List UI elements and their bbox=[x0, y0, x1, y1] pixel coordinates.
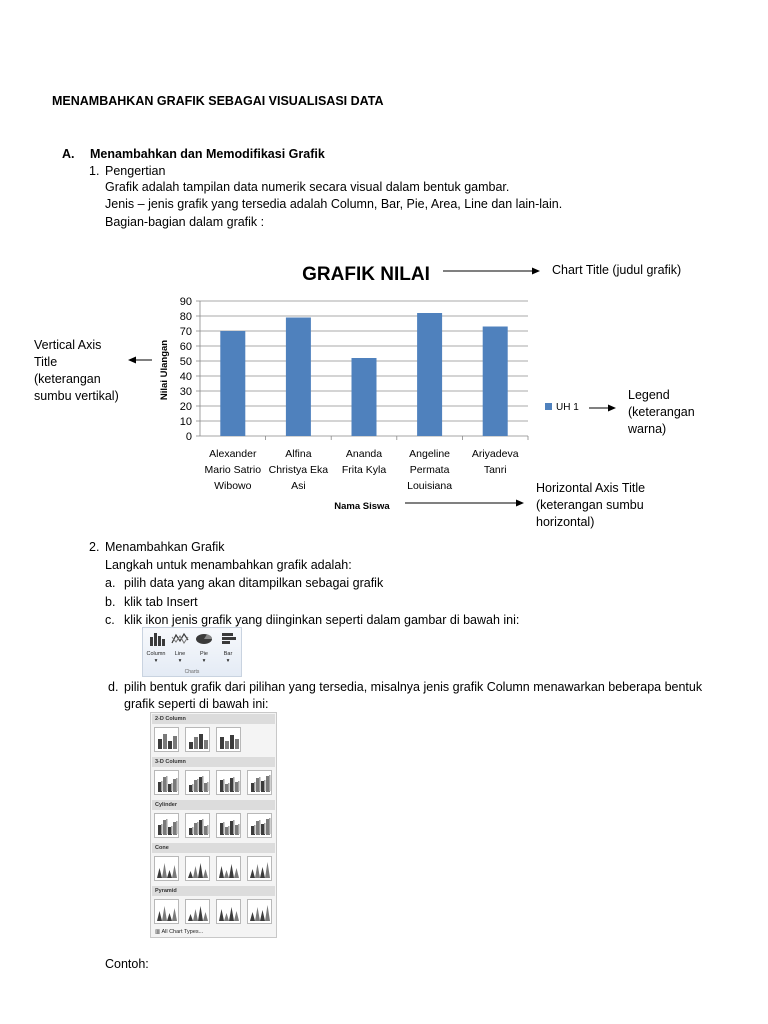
chart-bars bbox=[220, 313, 507, 436]
y-tick-label: 40 bbox=[179, 371, 192, 383]
chart-title: GRAFIK NILAI bbox=[302, 264, 430, 285]
y-tick-label: 50 bbox=[179, 356, 192, 368]
x-axis-title: Nama Siswa bbox=[334, 501, 390, 512]
chart-subtype-button[interactable] bbox=[247, 770, 272, 795]
annotation-horizontal-axis-line: horizontal) bbox=[536, 515, 595, 529]
x-tick-label: Asi bbox=[291, 480, 306, 492]
x-tick-label: Tanri bbox=[483, 464, 507, 476]
item1-line-2: Jenis – jenis grafik yang tersedia adalah Column, Bar, Pie, Area, Line dan lain-lain. bbox=[105, 197, 563, 211]
chart-subtype-button[interactable] bbox=[216, 899, 241, 924]
item1-line-3: Bagian-bagian dalam grafik : bbox=[105, 215, 265, 229]
gallery-section-header: Cone bbox=[152, 843, 275, 853]
annotation-vertical-axis bbox=[34, 337, 119, 405]
contoh-label: Contoh: bbox=[105, 957, 149, 971]
line-chart-icon bbox=[170, 631, 190, 646]
chart-subtype-button[interactable] bbox=[154, 856, 179, 881]
all-chart-types-label: All Chart Types... bbox=[161, 929, 204, 935]
chart-subtype-icon bbox=[186, 814, 209, 837]
chart-subtype-button[interactable] bbox=[247, 856, 272, 881]
chart-subtype-button[interactable] bbox=[247, 813, 272, 838]
y-tick-label: 10 bbox=[179, 416, 192, 428]
y-axis-ticks bbox=[180, 296, 192, 443]
all-chart-types-link[interactable] bbox=[155, 929, 203, 935]
bar bbox=[417, 313, 442, 436]
chart-subtype-button[interactable] bbox=[154, 813, 179, 838]
x-axis-ticks bbox=[204, 436, 528, 492]
x-tick-label: Wibowo bbox=[214, 480, 252, 492]
item2-heading: Menambahkan Grafik bbox=[105, 540, 225, 554]
bar bbox=[286, 318, 311, 437]
annotation-vertical-axis-line: sumbu vertikal) bbox=[34, 389, 119, 403]
pie-chart-button[interactable] bbox=[193, 631, 215, 665]
step-a-marker: a. bbox=[105, 576, 116, 590]
chart-subtype-button[interactable] bbox=[185, 727, 210, 752]
x-tick-label: Angeline bbox=[409, 448, 451, 460]
chart-subtype-icon bbox=[217, 900, 240, 923]
chart-subtype-icon bbox=[155, 728, 178, 751]
chart-subtype-icon bbox=[217, 814, 240, 837]
chart-subtype-icon bbox=[217, 728, 240, 751]
chart-subtype-button[interactable] bbox=[154, 727, 179, 752]
y-tick-label: 30 bbox=[179, 386, 192, 398]
annotation-chart-title: Chart Title (judul grafik) bbox=[552, 263, 682, 277]
x-tick-label: Alfina bbox=[285, 448, 312, 460]
chevron-down-icon: ▾ bbox=[226, 658, 230, 664]
chart-subtype-button[interactable] bbox=[154, 899, 179, 924]
chart-subtype-icon bbox=[155, 857, 178, 880]
item1-heading: Pengertian bbox=[105, 164, 166, 178]
gallery-section-header: Cylinder bbox=[152, 800, 275, 810]
chart-subtype-icon bbox=[186, 771, 209, 794]
chart-subtype-icon bbox=[155, 900, 178, 923]
chart-subtype-button[interactable] bbox=[185, 899, 210, 924]
chart-subtype-icon bbox=[248, 771, 271, 794]
x-tick-label: Christya Eka bbox=[268, 464, 329, 476]
item2-number: 2. bbox=[89, 540, 100, 554]
chart-subtype-button[interactable] bbox=[185, 856, 210, 881]
gallery-section-header: 3-D Column bbox=[152, 757, 275, 767]
x-tick-label: Alexander bbox=[209, 448, 257, 460]
chart-subtype-icon bbox=[186, 728, 209, 751]
annotation-horizontal-axis-line: (keterangan sumbu bbox=[536, 498, 644, 512]
chart-subtype-icon bbox=[186, 900, 209, 923]
chart-subtype-button[interactable] bbox=[216, 727, 241, 752]
y-axis-title: Nilai Ulangan bbox=[159, 339, 170, 401]
x-tick-label: Frita Kyla bbox=[341, 464, 387, 476]
annotation-legend-line: (keterangan bbox=[628, 405, 695, 419]
x-tick-label: Ananda bbox=[345, 448, 383, 460]
annotation-vertical-axis-line: Vertical Axis bbox=[34, 338, 102, 352]
chart-subtype-button[interactable] bbox=[185, 770, 210, 795]
x-tick-label: Ariyadeva bbox=[471, 448, 519, 460]
chevron-down-icon: ▾ bbox=[178, 658, 182, 664]
annotation-legend-line: Legend bbox=[628, 388, 670, 402]
chart-subtype-button[interactable] bbox=[154, 770, 179, 795]
charts-ribbon-group bbox=[142, 627, 242, 677]
column-chart-button[interactable] bbox=[145, 631, 167, 665]
bar bbox=[352, 358, 377, 436]
annotation-legend-line: warna) bbox=[628, 422, 667, 436]
annotation-horizontal-axis-line: Horizontal Axis Title bbox=[536, 481, 646, 495]
chart-subtype-button[interactable] bbox=[216, 813, 241, 838]
y-tick-label: 70 bbox=[179, 326, 192, 338]
item1-line-1: Grafik adalah tampilan data numerik secara visual dalam bentuk gambar. bbox=[105, 180, 510, 194]
column-chart-icon bbox=[146, 631, 166, 646]
y-tick-label: 80 bbox=[179, 311, 192, 323]
chart-subtype-icon bbox=[217, 857, 240, 880]
x-tick-label: Mario Satrio bbox=[204, 464, 262, 476]
chart-subtype-icon bbox=[155, 814, 178, 837]
step-d-text-1: pilih bentuk grafik dari pilihan yang tersedia, misalnya jenis grafik Column menawarkan beberapa bentuk bbox=[124, 680, 703, 694]
bar bbox=[483, 327, 508, 437]
item1-number: 1. bbox=[89, 164, 100, 178]
chart-subtype-icon bbox=[248, 900, 271, 923]
annotation-vertical-axis-line: (keterangan bbox=[34, 372, 101, 386]
chart-subtype-button[interactable] bbox=[247, 899, 272, 924]
document-title: MENAMBAHKAN GRAFIK SEBAGAI VISUALISASI DATA bbox=[52, 94, 384, 108]
step-a-text: pilih data yang akan ditampilkan sebagai grafik bbox=[124, 576, 384, 590]
chart-subtype-icon bbox=[217, 771, 240, 794]
step-d-text-2: grafik seperti di bawah ini: bbox=[124, 697, 269, 711]
chart-type-gallery bbox=[150, 712, 277, 938]
step-d-marker: d. bbox=[108, 680, 119, 694]
y-tick-label: 0 bbox=[185, 431, 192, 443]
step-b-marker: b. bbox=[105, 595, 116, 609]
line-chart-button[interactable] bbox=[169, 631, 191, 665]
chart-subtype-button[interactable] bbox=[216, 770, 241, 795]
x-tick-label: Permata bbox=[409, 464, 450, 476]
bar-chart-label: Bar bbox=[223, 651, 233, 657]
section-a-marker: A. bbox=[62, 147, 75, 161]
chevron-down-icon: ▾ bbox=[154, 658, 158, 664]
chart-subtype-icon bbox=[155, 771, 178, 794]
step-c-marker: c. bbox=[105, 613, 115, 627]
chevron-down-icon: ▾ bbox=[202, 658, 206, 664]
legend-label: UH 1 bbox=[556, 402, 579, 413]
gallery-section-header: 2-D Column bbox=[152, 714, 275, 724]
chart-subtype-icon bbox=[248, 814, 271, 837]
step-b-text: klik tab Insert bbox=[124, 595, 198, 609]
pie-chart-icon bbox=[194, 631, 214, 646]
annotation-legend bbox=[628, 387, 695, 438]
y-tick-label: 20 bbox=[179, 401, 192, 413]
chart-subtype-button[interactable] bbox=[216, 856, 241, 881]
item2-intro: Langkah untuk menambahkan grafik adalah: bbox=[105, 558, 352, 572]
legend-swatch bbox=[545, 403, 552, 410]
bar-chart-icon bbox=[218, 631, 238, 646]
chart-subtype-icon bbox=[248, 857, 271, 880]
pie-chart-label: Pie bbox=[200, 651, 208, 657]
charts-group-label: Charts bbox=[184, 669, 200, 675]
y-tick-label: 90 bbox=[179, 296, 192, 308]
bar bbox=[220, 331, 245, 436]
bar-chart-button[interactable] bbox=[217, 631, 239, 665]
y-tick-label: 60 bbox=[179, 341, 192, 353]
annotation-vertical-axis-line: Title bbox=[34, 355, 58, 369]
step-c-text: klik ikon jenis grafik yang diinginkan seperti dalam gambar di bawah ini: bbox=[124, 613, 520, 627]
chart-subtype-button[interactable] bbox=[185, 813, 210, 838]
gallery-section-header: Pyramid bbox=[152, 886, 275, 896]
x-tick-label: Louisiana bbox=[407, 480, 453, 492]
chart-types-icon: ▥ bbox=[155, 929, 161, 935]
section-a-heading: Menambahkan dan Memodifikasi Grafik bbox=[90, 147, 325, 161]
chart-subtype-icon bbox=[186, 857, 209, 880]
line-chart-label: Line bbox=[174, 651, 186, 657]
column-chart-label: Column bbox=[146, 651, 166, 657]
annotation-horizontal-axis bbox=[536, 480, 645, 531]
